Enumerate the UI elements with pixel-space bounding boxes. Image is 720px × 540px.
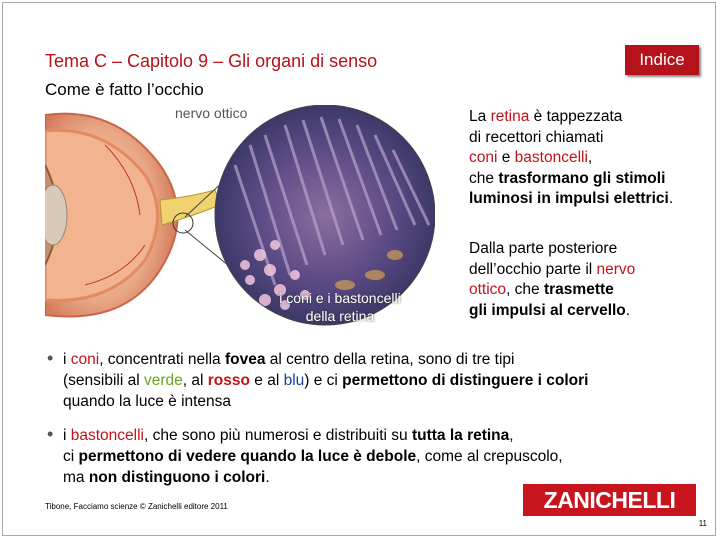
section-title: Come è fatto l’occhio — [45, 80, 204, 99]
slide — [2, 2, 716, 536]
label-cones-rods — [255, 289, 425, 325]
label-optic-nerve: nervo ottico — [175, 105, 248, 121]
label-cones-line2: della retina — [305, 308, 375, 324]
page-number: 11 — [698, 519, 707, 528]
eye-cross-section — [45, 114, 220, 317]
index-button[interactable]: Indice — [625, 45, 699, 75]
bullet-icon: • — [47, 348, 54, 368]
bullet-cones: • i coni, concentrati nella fovea al centro della retina, sono di tre tipi (sensibili al verde, al rosso e al blu) e ci permettono di distinguere i colori quando la luce è intensa — [47, 348, 589, 410]
bullet-rods: • i bastoncelli, che sono più numerosi e distribuiti su tutta la retina, ci permettono di vedere quando la luce è debole, come al crepuscolo, ma non distinguono i colori. — [47, 424, 563, 486]
eye-figure — [45, 105, 435, 335]
footer-credit: Tibone, Facciamo scienze © Zanichelli editore 2011 — [45, 502, 228, 511]
label-cones-line1: i coni e i bastoncelli — [279, 290, 401, 306]
bullet-icon: • — [47, 424, 54, 444]
optic-nerve-description: Dalla parte posteriore dell’occhio parte il nervo ottico, che trasmette gli impulsi al cervello. — [469, 240, 636, 319]
zanichelli-logo: ZANICHELLI — [523, 484, 696, 516]
chapter-title: Tema C – Capitolo 9 – Gli organi di senso — [45, 51, 378, 71]
retina-description: La retina è tappezzata di recettori chiamati coni e bastoncelli, che trasformano gli stimoli luminosi in impulsi elettrici. — [469, 108, 674, 207]
